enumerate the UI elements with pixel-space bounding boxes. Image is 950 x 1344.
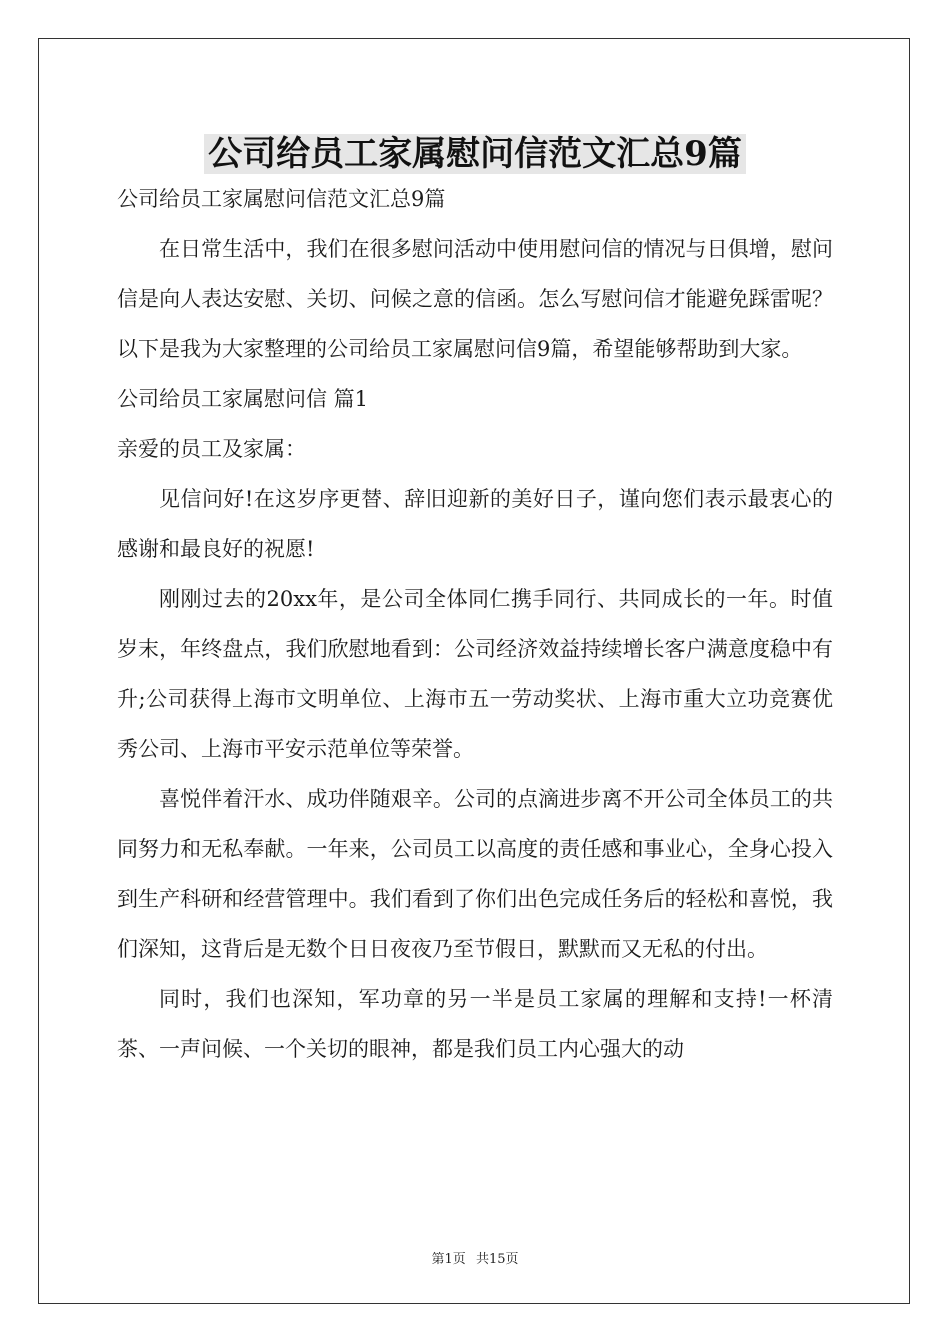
subtitle-line: 公司给员工家属慰问信范文汇总9篇 [117, 187, 446, 211]
document-body [117, 174, 833, 1074]
body-paragraph: 喜悦伴着汗水、成功伴随艰辛。公司的点滴进步离不开公司全体员工的共同努力和无私奉献。一年来，公司员工以高度的责任感和事业心，全身心投入到生产科研和经营管理中。我们看到了你们出色完成任务后的轻松和喜悦，我们深知，这背后是无数个日日夜夜乃至节假日，默默而又无私的付出。 [117, 787, 833, 961]
total-pages: 共15页 [475, 1252, 519, 1267]
page-number: 第1页 [431, 1252, 466, 1267]
body-paragraph: 见信问好!在这岁序更替、辞旧迎新的美好日子，谨向您们表示最衷心的感谢和最良好的祝愿! [117, 487, 833, 561]
salutation: 亲爱的员工及家属： [117, 437, 306, 461]
page-footer [0, 1248, 950, 1267]
body-paragraph: 同时，我们也深知，军功章的另一半是员工家属的理解和支持!一杯清茶、一声问候、一个关切的眼神，都是我们员工内心强大的动 [117, 987, 833, 1061]
section-heading: 公司给员工家属慰问信 篇1 [117, 387, 369, 411]
intro-paragraph: 在日常生活中，我们在很多慰问活动中使用慰问信的情况与日俱增，慰问信是向人表达安慰、关切、问候之意的信函。怎么写慰问信才能避免踩雷呢？以下是我为大家整理的公司给员工家属慰问信9篇，希望能够帮助到大家。 [117, 237, 833, 361]
body-paragraph: 刚刚过去的20xx年，是公司全体同仁携手同行、共同成长的一年。时值岁末，年终盘点，我们欣慰地看到：公司经济效益持续增长客户满意度稳中有升;公司获得上海市文明单位、上海市五一劳动奖状、上海市重大立功竞赛优秀公司、上海市平安示范单位等荣誉。 [117, 587, 833, 761]
document-title-text: 公司给员工家属慰问信范文汇总9篇 [204, 134, 746, 174]
document-title [0, 126, 950, 175]
